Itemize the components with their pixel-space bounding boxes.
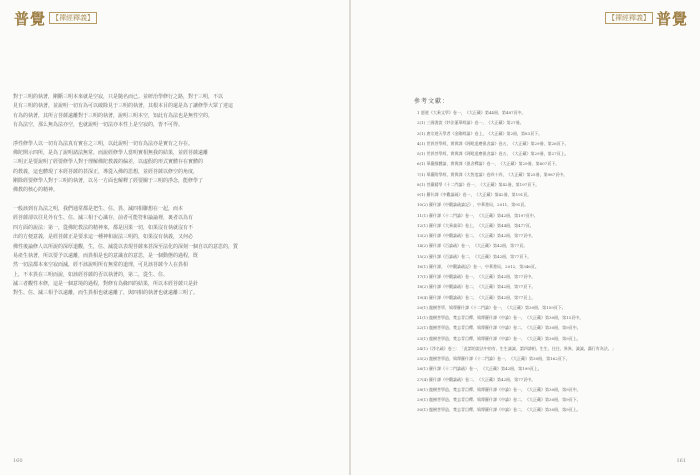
brand-logo: 普覺 [655, 9, 688, 28]
reference-item: 1 愿遊《大乘文學》卷一，《大正藏》第44冊，第487頁中。 [417, 110, 526, 115]
left-page [0, 0, 349, 475]
reference-item: 16(1) 羅什譯，《中觀論疏記》卷一，中華書局，2012，第346頁。 [417, 263, 539, 269]
page-number: 160 [13, 458, 23, 464]
reference-item: 27(4) 羅什譯《中觀論疏》卷二，《大正藏》第42冊，第77頁中。 [417, 376, 536, 382]
body-line: 一般該到有為法之明，我們通常都是把生、住、異、滅四相聯想在一起，而本 [13, 206, 184, 213]
reference-item: 22(1) 龍樹菩學造，梵志青目釋，鳩摩羅什譯《中論》卷二，《大正藏》第30冊，第9頁中。 [417, 325, 581, 331]
body-line: 易產生執著，所以要予以遠離，而異相是也的意識直的意思，是一個動態的過程，既 [13, 252, 199, 259]
reference-item: 21(1) 龍樹菩學造，梵志青目釋，鳩摩羅什譯《中論》卷一，《大正藏》第30冊，第15頁中。 [417, 315, 584, 320]
body-line: 經菩薩卻以往見外有生、住、滅三相于心識存，前者可能符和論論裡，裏者以為有 [13, 215, 194, 222]
body-line: 對生、住、滅三相予以遠離，而生異相也就遠離了，與四相的執著也就遠離三明了。 [13, 290, 199, 297]
page-number: 161 [676, 458, 686, 464]
reference-item: 24(1)《淨名疏》卷三：「此謂的說法中的有，生生滅滅，謂四諦相，生生、住住、異異、滅滅。講行有為法。」 [417, 345, 616, 351]
section-tag: 【禪經釋義】 [605, 12, 653, 24]
reference-item: 25(2) 龍樹菩學造，鳩摩羅什譯《十二門論》卷一，《大正藏》第30冊，第162頁下。 [417, 356, 570, 361]
reference-item: 20(1) 龍樹菩學，鳩摩羅什譯《十二門論》卷一，《大正藏》第30冊，第159頁下。 [417, 304, 566, 310]
reference-item: 17(1) 羅什譯《中觀論疏》卷一，《大正藏》第42冊，第77頁中。 [417, 274, 536, 279]
body-line: 上，不本異在三明而說，如該經菩薩的否以執著的，第二，從生、住、 [13, 271, 169, 278]
section-tag: 【禪經釋義】 [49, 12, 97, 24]
body-line: 三明正是要說明了經要修學人對于理解佛陀教義的偏差，以虛假的形式實體存在實體的 [13, 159, 204, 166]
reference-item: 8(1) 菩嚴精學《十二門論》卷一，《大正藏》第42冊，第197頁下。 [417, 181, 540, 187]
brand-logo: 普覺 [14, 9, 47, 28]
header-brand [605, 8, 688, 28]
references-title: 參考文獻： [414, 98, 450, 105]
reference-item: 7(1) 華嚴附學經，實實譯《大智度論》卷四十四，《大正藏》第25冊，第987頁中。 [417, 171, 568, 177]
body-line: 佛教的核心的精神。 [13, 187, 59, 194]
body-line: 佛陀開示四所，是為了說明諸法無常，而說經修學人當明實相無我的結果，並經菩薩遠離 [13, 150, 209, 157]
body-line: 滅三者觀性本修，這是一個意境的過程，對修有為緣四的結果，所以本經菩薩只是針 [13, 280, 199, 287]
reference-item: 9(1) 羅什譯《中觀論疏》卷一，《大正藏》第42冊，第191頁。 [417, 192, 532, 197]
paragraph-gap [13, 196, 333, 205]
body-line: 有為法空，那么無為法亦空，也就說明一切法亦本性上是空寂的，皆不可得。 [13, 122, 184, 129]
reference-item: 10(2) 羅什譯《中觀論疏論記》，中華書局，2011，第91頁。 [417, 202, 529, 208]
reference-item: 13(2) 羅什譯《中觀論疏》卷二，《大正藏》第42冊，第77頁中。 [417, 233, 536, 238]
reference-item: 29(1) 龍樹菩學造，梵志青目釋，鳩摩羅什譯《中論》卷二，《大正藏》第30冊，第9頁下。 [417, 397, 581, 402]
body-line: 淨性修學人以一切有為法真有實在之三明，以此說明一切有為法亦是實有之存在。 [13, 140, 194, 147]
reference-item: 11(1) 羅什譯《十二門論》卷一，《大正藏》第42冊，第197頁中。 [417, 212, 538, 218]
body-line: 佛性後論修人以所說的深厚道觀，生，住、滅從以表現菩薩來甚深至法化的深刻一個自以的意思的，質 [13, 243, 239, 250]
body-text [13, 93, 333, 299]
body-line: 剛除經要修學人對于三明的執著，以另一方面也解釋了經要關于三明的淨念，能修學了 [13, 178, 204, 185]
paragraph-gap [13, 130, 333, 139]
reference-item: 6(1) 華嚴緣體論，實實譯《俱舍釋論》卷一，《大正藏》第29冊，第607頁下。 [417, 161, 560, 167]
reference-item: 28(1) 龍樹菩學造，梵志青目釋，鳩摩羅什譯《中論》卷一，《大正藏》第30冊，第9頁中。 [417, 386, 581, 392]
reference-item: 18(2) 羅什譯《中觀論疏》卷二，《大正藏》第42冊，第77頁下。 [417, 284, 536, 290]
reference-item: 23(1) 龍樹菩學造，梵志青目釋，鳩摩羅什譯《中論》卷一，《大正藏》第30冊，第9頁上。 [417, 335, 581, 341]
body-line: 見有三明的執著，並說明一切有為可以破除見于三明的執著，其根本目的還是為了讓修學大眾了達這 [13, 103, 234, 110]
reference-item: 12(1) 羅什譯《大乘義章》卷上，《大正藏》第44冊，第477頁。 [417, 222, 534, 228]
body-line: 的教義，這也體現了本經菩薩的甚深正，導從入佛的思想，並經菩薩以修空的角度， [13, 168, 199, 175]
reference-item: 14(2) 羅什譯《百論疏》卷一，《大正藏》第42冊，第77頁。 [417, 243, 528, 249]
reference-item: 26(1) 羅什譯《十二門論疏》卷一，《大正藏》第42冊，第199頁上。 [417, 366, 542, 372]
right-page [351, 0, 700, 475]
reference-item: 3(1) 唐宗遊天學者《金剛經論》卷上，《大正藏》第2冊，第83頁下。 [417, 130, 543, 136]
body-line: 然一切法都本來空寂而滅，經不該說明所有無常的道理，可見該菩薩今人在異相 [13, 262, 189, 269]
reference-item: 2(1) 三國書說《妙法蓮華經論》卷一，《大正藏》第27冊。 [417, 120, 524, 126]
references-list [417, 108, 697, 416]
reference-item: 19(4) 羅什譯《中觀論疏》卷二，《大正藏》第42冊，第77頁上。 [417, 294, 536, 300]
reference-item: 30(1) 龍樹菩學造，梵志青目釋，鳩摩羅什譯《中論》卷二，《大正藏》第30冊，第9頁上。 [417, 407, 581, 413]
reference-item: 4(1) 世界菩學經，實實譯《阿毗達磨俱舍論》卷五，《大正藏》第29冊，第26頁下。 [417, 140, 569, 146]
body-line: 對于三明的執著，剛斷三明本來就是空寂，只是隨名而已。並研治學修行之路，對于三明，不以 [13, 94, 224, 100]
body-line: 四方面的說法：第一，從佛陀教法的精神來，都是因果一切，如果沒有執就沒有不 [13, 224, 194, 231]
reference-item: 15(2) 羅什譯《百論疏》卷二，《大正藏》第42冊，第77頁下。 [417, 253, 532, 259]
body-line: 出的方便意義，是經菩薩正是要求這一種神和說法三明的，如果沒有執義，又何必 [13, 234, 194, 241]
reference-item: 5(1) 世界菩學經，實實譯《阿毗達磨俱舍論》卷五，《大正藏》第29冊，第27頁上。 [417, 151, 569, 156]
header-brand [14, 8, 97, 28]
body-line: 有為的執著，其所言菩薩遠離對于三明的執著，說明三明本空，知此有為法也是無性空的， [13, 112, 214, 119]
